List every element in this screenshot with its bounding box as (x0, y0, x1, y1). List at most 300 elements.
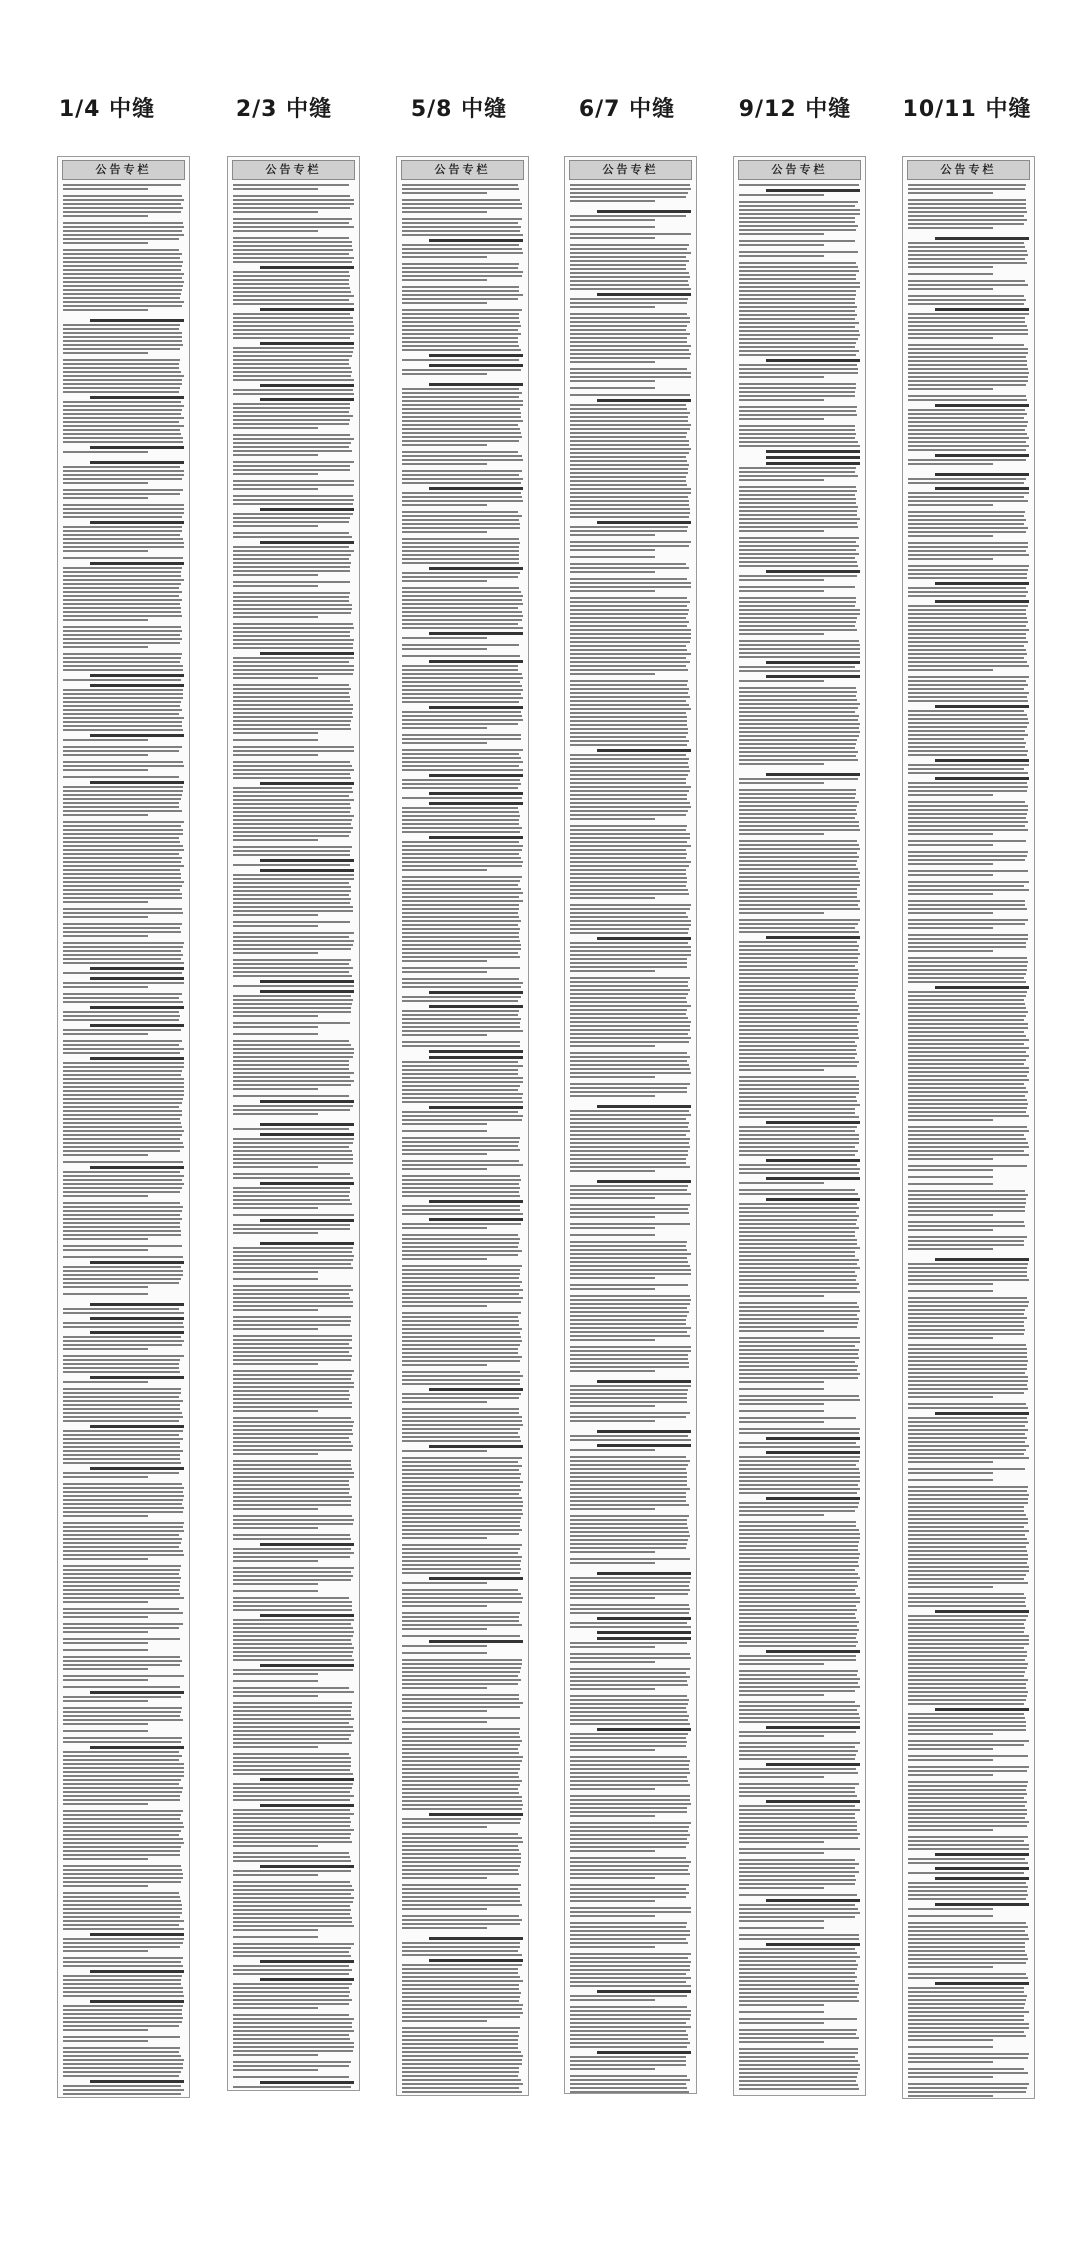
notice-heading-line (260, 1865, 354, 1868)
notice-text-line (570, 857, 686, 859)
notice-text-line (908, 337, 993, 339)
notice-heading-line (90, 781, 184, 784)
notice-text-line (63, 1799, 180, 1801)
notice-text-line (233, 940, 354, 942)
notice-text-line (739, 1887, 824, 1889)
notice-text-line (739, 486, 856, 488)
notice-text-line (233, 1040, 349, 1042)
notice-text-line (739, 965, 855, 967)
notice-text-line (233, 574, 318, 576)
notice-text-line (570, 790, 689, 792)
notice-text-line (63, 705, 180, 707)
notice-text-line (739, 1021, 859, 1023)
notice-text-line (570, 704, 689, 706)
notice-text-line (570, 337, 687, 339)
notice-text-line (908, 429, 1025, 431)
notice-text-line (739, 429, 855, 431)
notice-text-line (908, 542, 1028, 544)
notice-text-line (63, 1877, 183, 1879)
notice-text-line (63, 1454, 180, 1456)
notice-text-line (739, 1617, 856, 1619)
notice-text-line (739, 1825, 857, 1827)
notice-text-line (233, 1142, 353, 1144)
notice-text-line (739, 1134, 859, 1136)
notice-text-line (908, 577, 1027, 579)
column-header: 公告专栏 (62, 160, 185, 180)
notice-text-line (908, 1759, 993, 1761)
notice-text-line (233, 2042, 354, 2044)
notice-text-line (402, 523, 520, 525)
notice-text-line (63, 1775, 184, 1777)
notice-text-line (908, 1713, 1024, 1715)
notice-text-line (63, 1256, 183, 1258)
notice-text-line (739, 1231, 855, 1233)
notice-text-line (739, 977, 858, 979)
notice-text-line (908, 1119, 993, 1121)
notice-text-line (402, 765, 519, 767)
notice-text-line (63, 630, 182, 632)
notice-text-line (908, 1360, 1028, 1362)
notice-text-line (739, 387, 856, 389)
notice-text-line (233, 1429, 352, 1431)
notice-text-line (402, 1908, 487, 1910)
notice-text-line (233, 739, 318, 741)
notice-text-line (908, 1027, 1028, 1029)
notice-text-line (570, 1257, 687, 1259)
notice-text-line (739, 1182, 824, 1184)
notice-text-line (739, 923, 858, 925)
notice-text-line (739, 1291, 860, 1293)
notice-heading-line (429, 1218, 523, 1221)
notice-text-line (233, 1378, 351, 1380)
notice-text-line (63, 324, 180, 326)
notice-text-line (739, 1247, 860, 1249)
notice-text-line (739, 1934, 859, 1936)
notice-text-line (570, 1826, 689, 1828)
notice-text-line (908, 1667, 1027, 1669)
notice-text-line (233, 199, 354, 201)
notice-text-line (233, 184, 349, 186)
notice-text-line (63, 1869, 182, 1871)
notice-text-line (402, 996, 521, 998)
notice-text-line (908, 786, 1028, 788)
notice-text-line (739, 1960, 856, 1962)
notice-heading-line (597, 1430, 691, 1433)
notice-text-line (402, 1432, 518, 1434)
notice-text-line (570, 1358, 688, 1360)
notice-text-line (570, 1749, 655, 1751)
notice-text-line (63, 1396, 179, 1398)
notice-text-line (739, 856, 859, 858)
notice-text-line (63, 409, 182, 411)
notice-text-line (233, 910, 353, 912)
notice-text-line (908, 395, 1026, 397)
notice-text-line (570, 416, 688, 418)
notice-text-line (739, 1859, 855, 1861)
notice-text-line (233, 226, 354, 228)
notice-text-line (233, 1398, 349, 1400)
notice-heading-line (90, 967, 184, 970)
notice-text-line (233, 438, 354, 440)
notice-text-line (570, 744, 687, 746)
notice-text-line (570, 1277, 655, 1279)
notice-text-line (570, 1846, 686, 1848)
notice-text-line (63, 1371, 180, 1373)
notice-text-line (570, 1412, 690, 1414)
notice-text-line (570, 1838, 687, 1840)
notice-text-line (63, 1066, 184, 1068)
notice-text-line (739, 2022, 824, 2024)
notice-text-line (233, 791, 353, 793)
notice-text-line (63, 332, 182, 334)
notice-text-line (233, 333, 354, 335)
notice-text-line (233, 600, 349, 602)
notice-text-line (233, 704, 353, 706)
notice-text-line (570, 1166, 690, 1168)
notice-text-line (739, 286, 860, 288)
notice-text-line (570, 237, 655, 239)
notice-text-line (63, 1214, 180, 1216)
notice-heading-line (90, 1303, 184, 1306)
notice-text-line (63, 962, 184, 964)
notice-text-line (233, 1425, 353, 1427)
notice-text-line (570, 508, 690, 510)
notice-text-line (63, 567, 182, 569)
notice-text-line (570, 1150, 688, 1152)
notice-text-line (570, 1095, 655, 1097)
notice-text-line (908, 1922, 1026, 1924)
notice-text-line (908, 1388, 1028, 1390)
notice-text-line (739, 945, 859, 947)
notice-text-line (63, 1249, 148, 1251)
notice-heading-line (766, 359, 860, 362)
notice-text-line (63, 238, 179, 240)
notice-text-line (739, 852, 857, 854)
notice-text-line (63, 1928, 184, 1930)
notice-text-line (908, 325, 1027, 327)
notice-text-line (63, 516, 182, 518)
notice-text-line (908, 1376, 1028, 1378)
notice-heading-line (90, 1317, 184, 1320)
notice-text-line (233, 427, 318, 429)
notice-text-line (233, 351, 353, 353)
notice-text-line (570, 1193, 691, 1195)
notice-text-line (570, 1029, 690, 1031)
notice-heading-line (260, 398, 354, 401)
notice-text-line (402, 424, 518, 426)
notice-text-line (63, 1822, 183, 1824)
notice-text-line (63, 611, 181, 613)
notice-text-line (233, 1347, 352, 1349)
notice-text-line (908, 2061, 993, 2063)
notice-text-line (233, 1394, 350, 1396)
notice-text-line (739, 711, 855, 713)
notice-text-line (739, 797, 855, 799)
notice-text-line (570, 1842, 689, 1844)
notice-text-line (739, 1215, 859, 1217)
notice-text-line (908, 1091, 1028, 1093)
notice-text-line (63, 798, 181, 800)
notice-text-line (402, 345, 519, 347)
notice-heading-line (90, 562, 184, 565)
notice-text-line (233, 287, 350, 289)
notice-text-line (570, 1265, 690, 1267)
notice-heading-line (429, 239, 523, 242)
notice-text-line (402, 1312, 521, 1314)
notice-text-line (233, 616, 318, 618)
notice-text-line (739, 383, 856, 385)
notice-text-line (739, 586, 855, 588)
notice-text-line (402, 734, 521, 736)
notice-text-line (908, 629, 1029, 631)
notice-text-line (739, 666, 855, 668)
notice-text-line (402, 1564, 520, 1566)
notice-text-line (908, 1099, 1027, 1101)
notice-text-line (739, 597, 856, 599)
notice-text-line (233, 1893, 351, 1895)
notice-text-line (570, 1288, 655, 1290)
notice-text-line (908, 1848, 1029, 1850)
notice-text-line (739, 739, 857, 741)
notice-text-line (570, 252, 691, 254)
notice-text-line (570, 802, 690, 804)
notice-text-line (570, 1784, 690, 1786)
notice-text-line (739, 1577, 860, 1579)
notice-text-line (233, 442, 351, 444)
notice-text-line (402, 1865, 520, 1867)
notice-text-line (402, 554, 519, 556)
notice-text-line (402, 412, 521, 414)
notice-text-line (63, 1150, 180, 1152)
notice-text-line (233, 488, 318, 490)
notice-text-line (402, 811, 519, 813)
notice-text-line (233, 371, 352, 373)
notice-text-line (63, 1146, 184, 1148)
notice-text-line (739, 1581, 857, 1583)
notice-text-line (233, 230, 318, 232)
notice-text-line (570, 1642, 687, 1644)
notice-text-line (908, 192, 993, 194)
notice-text-line (739, 1768, 856, 1770)
notice-text-line (402, 757, 521, 759)
notice-text-line (570, 1965, 690, 1967)
notice-text-line (233, 724, 350, 726)
notice-heading-line (766, 570, 860, 573)
notice-text-line (63, 451, 148, 453)
notice-text-line (570, 1604, 689, 1606)
notice-text-line (402, 807, 518, 809)
notice-text-line (570, 1142, 689, 1144)
notice-text-line (739, 425, 855, 427)
notice-text-line (233, 823, 351, 825)
notice-text-line (233, 1084, 351, 1086)
notice-heading-line (260, 384, 354, 387)
notice-heading-line (90, 734, 184, 737)
notice-text-line (739, 613, 860, 615)
notice-text-line (402, 576, 518, 578)
notice-text-line (739, 354, 856, 356)
notice-text-line (402, 912, 518, 914)
notice-text-line (739, 270, 859, 272)
notice-text-line (63, 626, 181, 628)
notice-text-line (570, 997, 686, 999)
notice-text-line (739, 1330, 824, 1332)
notice-text-line (570, 1091, 687, 1093)
notice-text-line (908, 912, 993, 914)
notice-text-line (570, 1543, 687, 1545)
notice-text-line (233, 708, 353, 710)
notice-text-line (908, 621, 1028, 623)
notice-text-line (233, 1722, 349, 1724)
notice-text-line (570, 1060, 687, 1062)
notice-text-line (63, 693, 183, 695)
notice-text-line (233, 952, 318, 954)
notice-text-line (402, 1612, 520, 1614)
column-body (397, 180, 528, 2096)
notice-text-line (402, 1717, 520, 1719)
notice-text-line (402, 1976, 520, 1978)
notice-text-line (233, 554, 351, 556)
notice-text-line (739, 872, 860, 874)
notice-text-line (570, 1741, 687, 1743)
notice-heading-line (597, 1572, 691, 1575)
notice-text-line (739, 549, 856, 551)
notice-text-line (402, 888, 521, 890)
notice-text-line (402, 1780, 522, 1782)
notice-text-line (908, 1966, 993, 1968)
notice-text-line (233, 454, 318, 456)
notice-text-line (908, 1954, 1027, 1956)
notice-text-line (63, 1601, 148, 1603)
notice-text-line (63, 946, 183, 948)
notice-text-line (63, 993, 182, 995)
notice-heading-line (429, 1937, 523, 1940)
notice-text-line (908, 1991, 1024, 1993)
notice-text-line (63, 665, 183, 667)
notice-text-line (233, 253, 349, 255)
notice-text-line (63, 2089, 184, 2091)
notice-text-line (233, 596, 349, 598)
notice-text-line (908, 546, 1028, 548)
notice-text-line (908, 459, 1026, 461)
notice-text-line (908, 372, 1029, 374)
notice-text-line (570, 1915, 655, 1917)
notice-text-line (739, 1088, 859, 1090)
notice-text-line (908, 2011, 1029, 2013)
notice-text-line (63, 230, 182, 232)
notice-text-line (739, 1168, 860, 1170)
notice-text-line (739, 322, 859, 324)
notice-text-line (63, 383, 182, 385)
notice-text-line (402, 701, 519, 703)
notice-text-line (233, 959, 351, 961)
notice-text-line (402, 587, 519, 589)
notice-text-line (908, 500, 1028, 502)
notice-text-line (570, 1366, 689, 1368)
notice-text-line (233, 2086, 351, 2088)
notice-text-line (908, 1494, 1029, 1496)
notice-text-line (908, 1687, 1026, 1689)
notice-text-line (570, 1911, 691, 1913)
notice-text-line (739, 1721, 860, 1723)
notice-text-line (402, 1301, 521, 1303)
notice-text-line (908, 1829, 993, 1831)
notice-heading-line (260, 308, 354, 311)
notice-text-line (739, 1142, 859, 1144)
notice-text-line (739, 953, 860, 955)
notice-text-line (739, 1883, 855, 1885)
notice-text-line (908, 1514, 1026, 1516)
notice-text-line (233, 1929, 318, 1931)
notice-text-line (908, 591, 1028, 593)
notice-text-line (63, 489, 183, 491)
notice-text-line (63, 923, 182, 925)
notice-text-line (739, 565, 858, 567)
notice-text-line (908, 1067, 1029, 1069)
notice-text-line (402, 2091, 522, 2093)
notice-text-line (233, 1138, 354, 1140)
notice-text-line (908, 1546, 1026, 1548)
notice-text-line (739, 290, 856, 292)
notice-text-line (63, 1846, 181, 1848)
notice-text-line (739, 1805, 855, 1807)
notice-text-line (402, 1085, 520, 1087)
notice-text-line (908, 1441, 1025, 1443)
notice-text-line (402, 648, 487, 650)
notice-text-line (63, 1675, 184, 1677)
notice-text-line (402, 948, 521, 950)
notice-text-line (908, 1894, 1028, 1896)
notice-text-line (739, 490, 857, 492)
notice-text-line (402, 2067, 519, 2069)
notice-text-line (402, 373, 487, 375)
notice-text-line (402, 1265, 522, 1267)
notice-text-line (908, 969, 1027, 971)
notice-text-line (233, 1417, 351, 1419)
notice-text-line (908, 1468, 1025, 1470)
notice-text-line (739, 1908, 858, 1910)
notice-text-line (233, 337, 350, 339)
notice-text-line (908, 280, 1025, 282)
notice-text-line (233, 769, 354, 771)
notice-text-line (63, 367, 179, 369)
notice-text-line (402, 1589, 518, 1591)
notice-text-line (739, 1783, 859, 1785)
notice-text-line (63, 769, 148, 771)
notice-text-line (233, 1247, 353, 1249)
notice-text-line (739, 1980, 855, 1982)
notice-text-line (908, 950, 993, 952)
notice-text-line (570, 1985, 691, 1987)
notice-text-line (739, 1275, 857, 1277)
notice-text-line (233, 1695, 318, 1697)
notice-text-line (402, 275, 522, 277)
notice-text-line (402, 226, 521, 228)
notice-text-line (233, 673, 353, 675)
notice-text-line (739, 1833, 860, 1835)
notice-text-line (908, 908, 1027, 910)
notice-text-line (739, 1533, 860, 1535)
notice-text-line (570, 1370, 655, 1372)
notice-text-line (908, 661, 1027, 663)
notice-text-line (402, 1344, 520, 1346)
notice-text-line (233, 434, 350, 436)
notice-text-line (908, 1348, 1027, 1350)
notice-text-line (739, 2056, 855, 2058)
notice-text-line (63, 1266, 181, 1268)
notice-text-line (402, 916, 519, 918)
notice-text-line (908, 1703, 1024, 1705)
